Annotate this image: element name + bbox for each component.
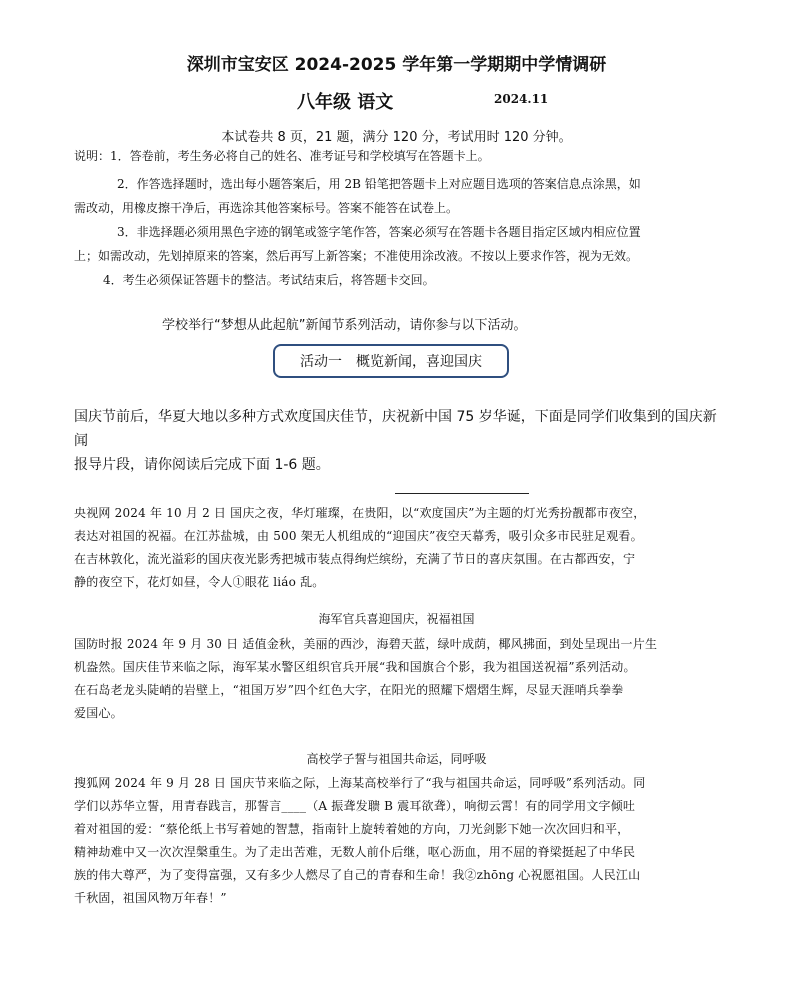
note-line: 2．作答选择题时，选出每小题答案后，用 2B 铅笔把答题卡上对应题目选项的答案信息点涂黑，如	[117, 177, 641, 191]
news-item-3	[74, 772, 724, 910]
note-line: 说明：1．答卷前，考生务必将自己的姓名、准考证号和学校填写在答题卡上。	[74, 149, 490, 163]
note-line: 上；如需改动，先划掉原来的答案，然后再写上新答案；不准使用涂改液。不按以上要求作答，视为无效。	[74, 249, 639, 263]
note-line: 4．考生必须保证答题卡的整洁。考试结束后，将答题卡交回。	[103, 273, 435, 287]
lead-paragraph	[74, 405, 724, 477]
exam-intro: 本试卷共 8 页，21 题，满分 120 分，考试用时 120 分钟。	[221, 130, 572, 145]
news-line: 千秋固，祖国风物万年春！”	[74, 891, 227, 905]
news-line: 央视网 2024 年 10 月 2 日 国庆之夜，华灯璀璨，在贵阳，以“欢度国庆”为主题的灯光秀扮靓都市夜空，	[74, 506, 646, 520]
news-line: 表达对祖国的祝福。在江苏盐城，由 500 架无人机组成的“迎国庆”夜空天幕秀，吸引众多市民驻足观看。	[74, 529, 643, 543]
news-line: 学们以苏华立誓，用青春践言，那誓言____（A 振聋发聩 B 震耳欲聋），响彻云霄！有的同学用文字倾吐	[74, 799, 636, 813]
news-line: 搜狐网 2024 年 9 月 28 日 国庆节来临之际，上海某高校举行了“我与祖国共命运，同呼吸”系列活动。同	[74, 776, 646, 790]
news-line: 着对祖国的爱：“蔡伦纸上书写着她的智慧，指南针上旋转着她的方向，刀光剑影下她一次次回归和平，	[74, 822, 630, 836]
grade-subject: 八年级 语文	[297, 92, 394, 113]
page-title: 深圳市宝安区 2024-2025 学年第一学期期中学情调研	[186, 55, 607, 75]
news-line: 国防时报 2024 年 9 月 30 日 适值金秋，美丽的西沙，海碧天蓝，绿叶成荫，椰风拂面，到处呈现出一片生	[74, 637, 658, 651]
news-2-title: 海军官兵喜迎国庆，祝福祖国	[318, 612, 475, 626]
lead-line: 国庆节前后，华夏大地以多种方式欢度国庆佳节，庆祝新中国 75 岁华诞，下面是同学们收集到的国庆新闻	[74, 409, 717, 449]
activity-heading-box	[273, 344, 509, 378]
exam-date: 2024.11	[494, 92, 549, 106]
news-item-2	[74, 633, 724, 725]
news-line: 爱国心。	[74, 706, 123, 720]
news-line: 族的伟大尊严，为了变得富强，又有多少人燃尽了自己的青春和生命！我②zhōng 心祝愿祖国。人民江山	[74, 868, 641, 882]
divider	[395, 493, 529, 494]
activity-heading: 活动一 概览新闻，喜迎国庆	[300, 354, 482, 370]
news-line: 静的夜空下，花灯如昼，令人①眼花 liáo 乱。	[74, 575, 325, 589]
news-line: 机盎然。国庆佳节来临之际，海军某水警区组织官兵开展“我和国旗合个影，我为祖国送祝福”系列活动。	[74, 660, 636, 674]
news-line: 在石岛老龙头陡峭的岩壁上，“祖国万岁”四个红色大字，在阳光的照耀下熠熠生辉，尽显天涯哨兵拳拳	[74, 683, 624, 697]
news-line: 精神劫难中又一次次涅槃重生。为了走出苦难，无数人前仆后继，呕心沥血，用不屈的脊梁挺起了中华民	[74, 845, 636, 859]
lead-line: 报导片段，请你阅读后完成下面 1-6 题。	[74, 457, 330, 473]
news-item-1	[74, 502, 724, 594]
note-line: 需改动，用橡皮擦干净后，再选涂其他答案标号。答案不能答在试卷上。	[74, 201, 459, 215]
news-3-title: 高校学子誓与祖国共命运，同呼吸	[306, 752, 487, 766]
activity-invitation: 学校举行“梦想从此起航”新闻节系列活动，请你参与以下活动。	[162, 318, 527, 333]
note-line: 3．非选择题必须用黑色字迹的钢笔或签字笔作答，答案必须写在答题卡各题目指定区域内相应位置	[117, 225, 641, 239]
news-line: 在吉林敦化，流光溢彩的国庆夜光影秀把城市装点得绚烂缤纷，充满了节日的喜庆氛围。在古都西安，宁	[74, 552, 636, 566]
